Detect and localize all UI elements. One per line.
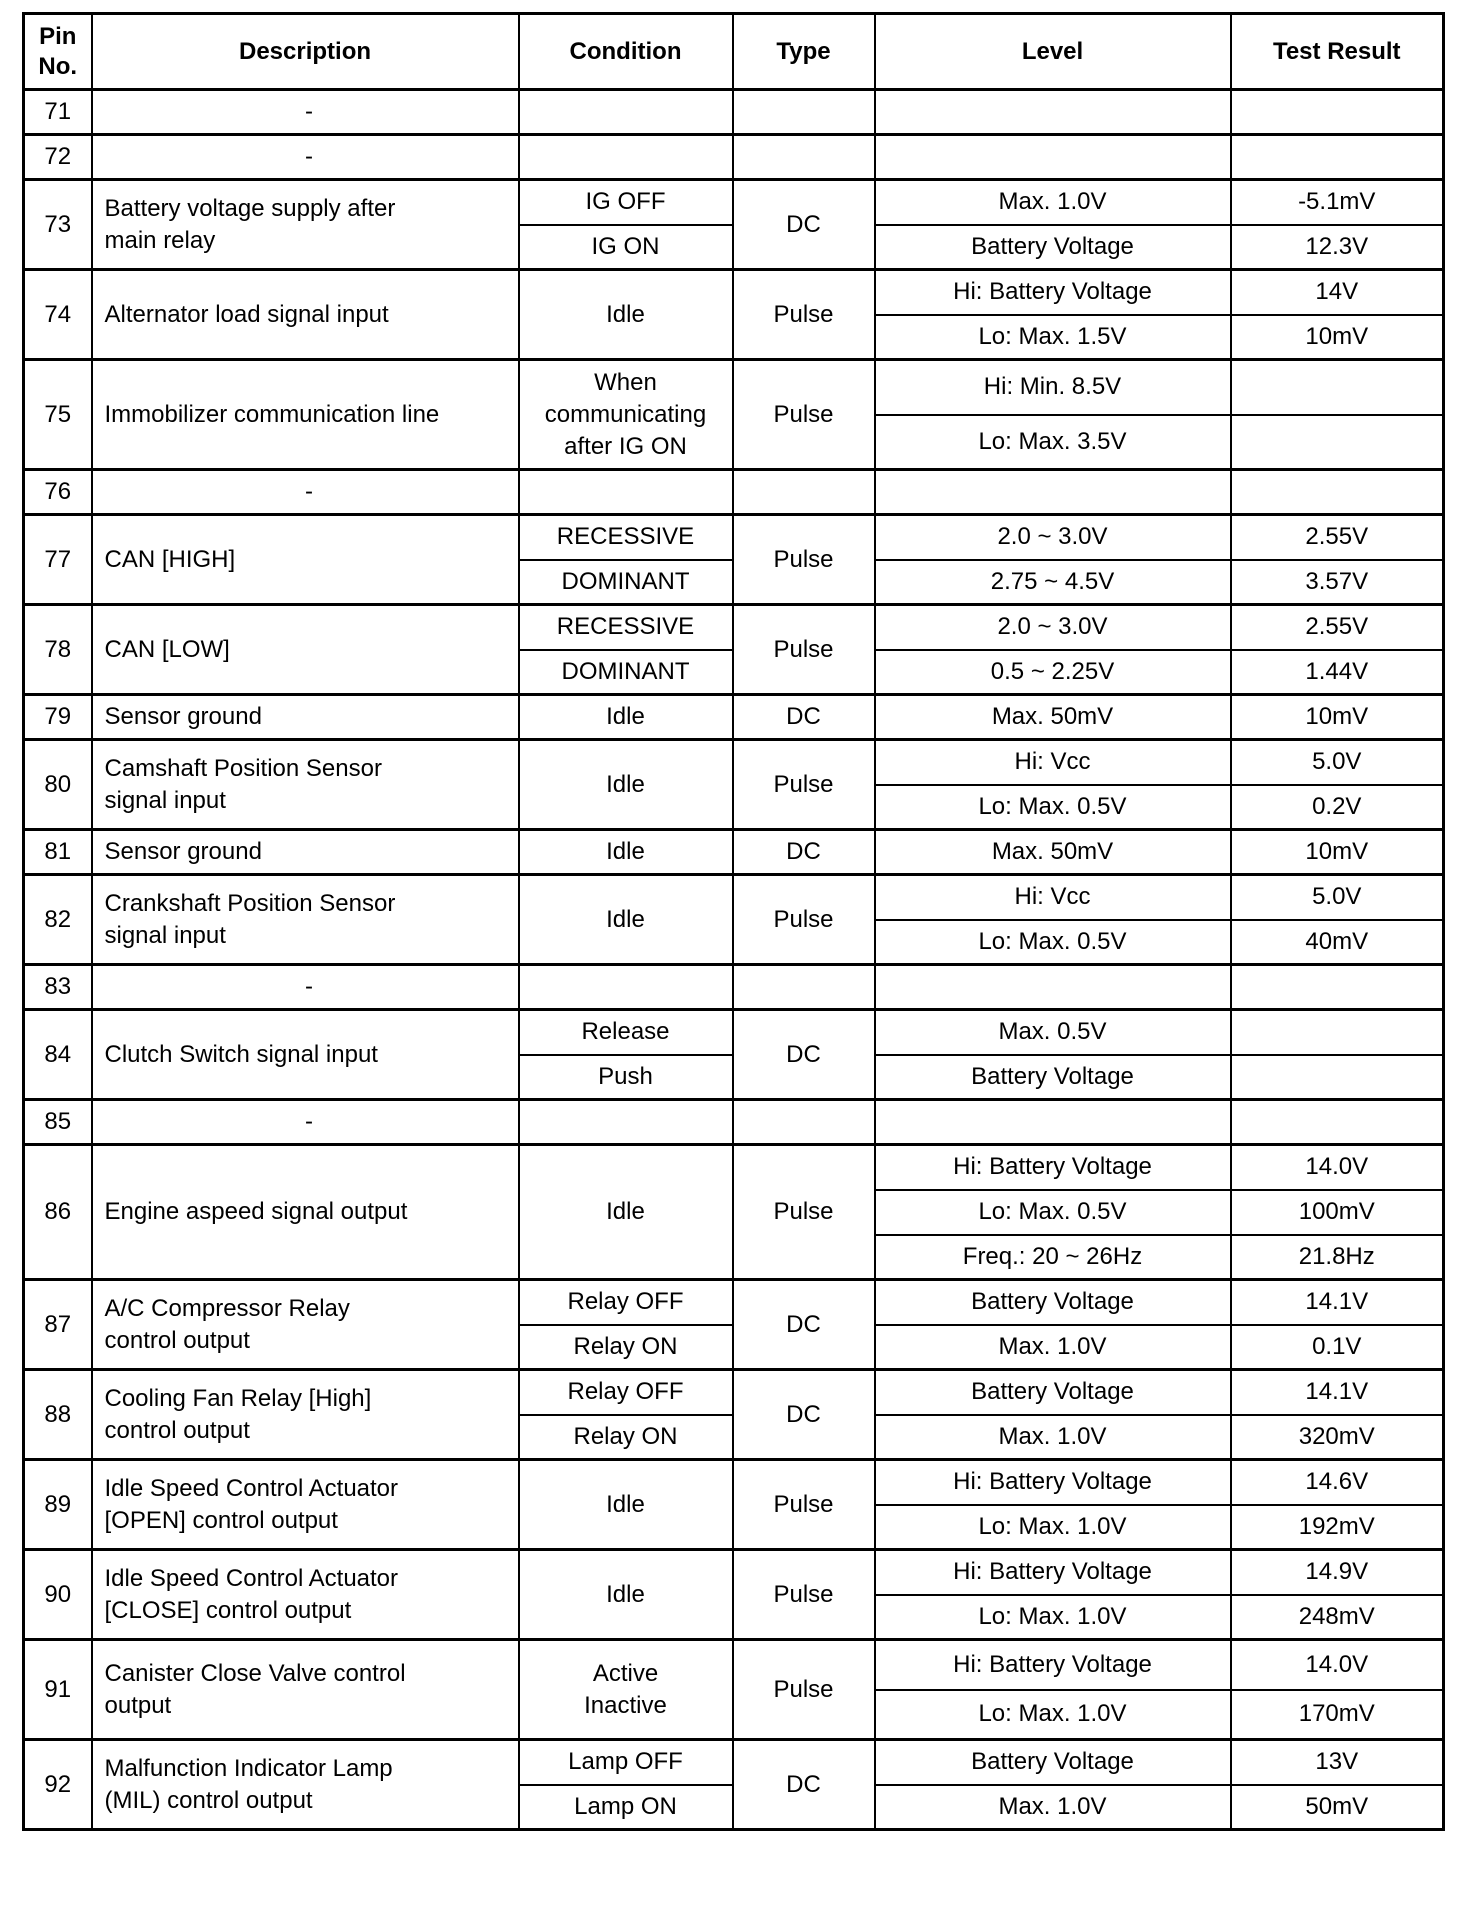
pin-number: 87 [24,1280,92,1370]
test-result: 14.6V [1231,1460,1444,1505]
test-result: 5.0V [1231,875,1444,920]
pin-number: 88 [24,1370,92,1460]
pin-number: 73 [24,180,92,270]
pin-group-91 [24,1640,1444,1740]
condition: When communicating after IG ON [519,360,733,470]
level: Hi: Battery Voltage [875,1550,1231,1595]
level: Lo: Max. 1.0V [875,1595,1231,1640]
header-row [24,14,1444,90]
condition: Idle [519,875,733,965]
signal-type: Pulse [733,1640,875,1740]
test-result: 13V [1231,1740,1444,1785]
table-row [24,830,1444,875]
pin-group-90 [24,1550,1444,1640]
test-result [1231,1055,1444,1100]
level: Lo: Max. 0.5V [875,920,1231,965]
condition [519,965,733,1010]
signal-type: DC [733,180,875,270]
table-row [24,270,1444,315]
test-result [1231,965,1444,1010]
table-row [24,470,1444,515]
pin-group-74 [24,270,1444,360]
test-result: 10mV [1231,315,1444,360]
signal-type: DC [733,1280,875,1370]
test-result: 14.9V [1231,1550,1444,1595]
pin-group-92 [24,1740,1444,1830]
condition: Idle [519,695,733,740]
test-result [1231,415,1444,470]
pin-number: 82 [24,875,92,965]
test-result [1231,1100,1444,1145]
signal-type: Pulse [733,605,875,695]
header-type: Type [733,14,875,90]
signal-type [733,90,875,135]
pin-number: 91 [24,1640,92,1740]
description: - [92,1100,519,1145]
level: Max. 0.5V [875,1010,1231,1055]
test-result: 192mV [1231,1505,1444,1550]
test-result: 2.55V [1231,515,1444,560]
condition: Idle [519,1550,733,1640]
level: Lo: Max. 0.5V [875,785,1231,830]
level: Max. 1.0V [875,1785,1231,1830]
condition: Idle [519,830,733,875]
level: Lo: Max. 0.5V [875,1190,1231,1235]
pin-group-81 [24,830,1444,875]
condition: Relay ON [519,1415,733,1460]
level: Max. 50mV [875,695,1231,740]
table-row [24,1550,1444,1595]
level [875,90,1231,135]
condition: DOMINANT [519,650,733,695]
test-result: 12.3V [1231,225,1444,270]
description: - [92,90,519,135]
level: Max. 1.0V [875,180,1231,225]
signal-type: Pulse [733,515,875,605]
pin-group-86 [24,1145,1444,1280]
test-result [1231,1010,1444,1055]
table-row [24,965,1444,1010]
pin-test-table [22,12,1445,1831]
level: 2.75 ~ 4.5V [875,560,1231,605]
description: CAN [HIGH] [92,515,519,605]
level: 0.5 ~ 2.25V [875,650,1231,695]
pin-number: 89 [24,1460,92,1550]
signal-type [733,135,875,180]
description: Idle Speed Control Actuator [CLOSE] control output [92,1550,519,1640]
test-result: 3.57V [1231,560,1444,605]
condition: Idle [519,1460,733,1550]
level: Hi: Min. 8.5V [875,360,1231,415]
header-pin: Pin No. [24,14,92,90]
level: Battery Voltage [875,1370,1231,1415]
level: Max. 50mV [875,830,1231,875]
description: - [92,965,519,1010]
pin-number: 84 [24,1010,92,1100]
condition: Lamp OFF [519,1740,733,1785]
pin-number: 71 [24,90,92,135]
pin-group-85 [24,1100,1444,1145]
level: Hi: Battery Voltage [875,1460,1231,1505]
level: Battery Voltage [875,225,1231,270]
condition [519,470,733,515]
condition: RECESSIVE [519,515,733,560]
test-result: 0.2V [1231,785,1444,830]
signal-type [733,1100,875,1145]
condition: IG ON [519,225,733,270]
condition [519,90,733,135]
signal-type: Pulse [733,1145,875,1280]
test-result: 14.1V [1231,1280,1444,1325]
test-result [1231,135,1444,180]
condition: Idle [519,740,733,830]
description: A/C Compressor Relay control output [92,1280,519,1370]
table-row [24,515,1444,560]
condition: Idle [519,1145,733,1280]
description: Cooling Fan Relay [High] control output [92,1370,519,1460]
pin-group-88 [24,1370,1444,1460]
header-condition: Condition [519,14,733,90]
pin-number: 90 [24,1550,92,1640]
test-result: 21.8Hz [1231,1235,1444,1280]
description: Crankshaft Position Sensor signal input [92,875,519,965]
table-row [24,1460,1444,1505]
table-row [24,1100,1444,1145]
pin-group-76 [24,470,1444,515]
pin-number: 79 [24,695,92,740]
table-row [24,1370,1444,1415]
header-description: Description [92,14,519,90]
pin-group-71 [24,90,1444,135]
level: Hi: Vcc [875,875,1231,920]
signal-type: Pulse [733,740,875,830]
pin-number: 83 [24,965,92,1010]
condition [519,1100,733,1145]
description: Idle Speed Control Actuator [OPEN] control output [92,1460,519,1550]
table-row [24,180,1444,225]
pin-group-84 [24,1010,1444,1100]
table-row [24,90,1444,135]
description: Clutch Switch signal input [92,1010,519,1100]
test-result: 14.0V [1231,1145,1444,1190]
table-row [24,695,1444,740]
signal-type: Pulse [733,1460,875,1550]
level: Freq.: 20 ~ 26Hz [875,1235,1231,1280]
signal-type: Pulse [733,1550,875,1640]
signal-type: DC [733,1370,875,1460]
table-row [24,740,1444,785]
description: - [92,135,519,180]
description: Sensor ground [92,830,519,875]
pin-group-89 [24,1460,1444,1550]
level: Max. 1.0V [875,1325,1231,1370]
description: Battery voltage supply after main relay [92,180,519,270]
signal-type: Pulse [733,270,875,360]
pin-number: 75 [24,360,92,470]
table-row [24,1010,1444,1055]
test-result: 320mV [1231,1415,1444,1460]
test-result: 248mV [1231,1595,1444,1640]
level: 2.0 ~ 3.0V [875,605,1231,650]
pin-group-83 [24,965,1444,1010]
signal-type: DC [733,1740,875,1830]
pin-group-77 [24,515,1444,605]
condition: IG OFF [519,180,733,225]
description: Engine aspeed signal output [92,1145,519,1280]
pin-number: 92 [24,1740,92,1830]
level: Max. 1.0V [875,1415,1231,1460]
pin-number: 76 [24,470,92,515]
level: Hi: Battery Voltage [875,1640,1231,1690]
signal-type [733,965,875,1010]
pin-group-72 [24,135,1444,180]
test-result: 100mV [1231,1190,1444,1235]
pin-group-79 [24,695,1444,740]
test-result: 5.0V [1231,740,1444,785]
condition: DOMINANT [519,560,733,605]
signal-type: DC [733,695,875,740]
test-result: 10mV [1231,830,1444,875]
pin-group-78 [24,605,1444,695]
table-row [24,605,1444,650]
level [875,135,1231,180]
test-result: 0.1V [1231,1325,1444,1370]
test-result: 40mV [1231,920,1444,965]
level: Lo: Max. 1.5V [875,315,1231,360]
table-row [24,1740,1444,1785]
test-result: -5.1mV [1231,180,1444,225]
table-row [24,1640,1444,1690]
pin-group-87 [24,1280,1444,1370]
description: Sensor ground [92,695,519,740]
test-result [1231,360,1444,415]
test-result: 10mV [1231,695,1444,740]
level [875,1100,1231,1145]
test-result: 14.0V [1231,1640,1444,1690]
signal-type: DC [733,1010,875,1100]
table-row [24,1280,1444,1325]
pin-group-73 [24,180,1444,270]
condition: Release [519,1010,733,1055]
pin-number: 78 [24,605,92,695]
table-row [24,360,1444,415]
description: Alternator load signal input [92,270,519,360]
level: Hi: Battery Voltage [875,270,1231,315]
level: Lo: Max. 1.0V [875,1690,1231,1740]
pin-group-82 [24,875,1444,965]
description: - [92,470,519,515]
table-row [24,135,1444,180]
pin-number: 80 [24,740,92,830]
pin-number: 86 [24,1145,92,1280]
signal-type: DC [733,830,875,875]
pin-number: 77 [24,515,92,605]
description: CAN [LOW] [92,605,519,695]
table-row [24,1145,1444,1190]
level [875,470,1231,515]
level: 2.0 ~ 3.0V [875,515,1231,560]
condition: Lamp ON [519,1785,733,1830]
test-result: 2.55V [1231,605,1444,650]
level: Battery Voltage [875,1055,1231,1100]
condition: RECESSIVE [519,605,733,650]
condition: Relay OFF [519,1370,733,1415]
test-result: 170mV [1231,1690,1444,1740]
test-result: 14V [1231,270,1444,315]
condition [519,135,733,180]
test-result [1231,90,1444,135]
test-result: 14.1V [1231,1370,1444,1415]
pin-group-75 [24,360,1444,470]
level: Lo: Max. 3.5V [875,415,1231,470]
header-level: Level [875,14,1231,90]
description: Malfunction Indicator Lamp (MIL) control output [92,1740,519,1830]
description: Canister Close Valve control output [92,1640,519,1740]
condition: Active Inactive [519,1640,733,1740]
test-result: 1.44V [1231,650,1444,695]
signal-type [733,470,875,515]
pin-number: 72 [24,135,92,180]
condition: Relay OFF [519,1280,733,1325]
level: Battery Voltage [875,1280,1231,1325]
pin-number: 74 [24,270,92,360]
level: Battery Voltage [875,1740,1231,1785]
header-result: Test Result [1231,14,1444,90]
signal-type: Pulse [733,875,875,965]
test-result: 50mV [1231,1785,1444,1830]
pin-group-80 [24,740,1444,830]
condition: Relay ON [519,1325,733,1370]
level: Hi: Vcc [875,740,1231,785]
description: Camshaft Position Sensor signal input [92,740,519,830]
description: Immobilizer communication line [92,360,519,470]
level [875,965,1231,1010]
level: Lo: Max. 1.0V [875,1505,1231,1550]
condition: Idle [519,270,733,360]
condition: Push [519,1055,733,1100]
table-row [24,875,1444,920]
pin-number: 85 [24,1100,92,1145]
signal-type: Pulse [733,360,875,470]
test-result [1231,470,1444,515]
level: Hi: Battery Voltage [875,1145,1231,1190]
pin-number: 81 [24,830,92,875]
